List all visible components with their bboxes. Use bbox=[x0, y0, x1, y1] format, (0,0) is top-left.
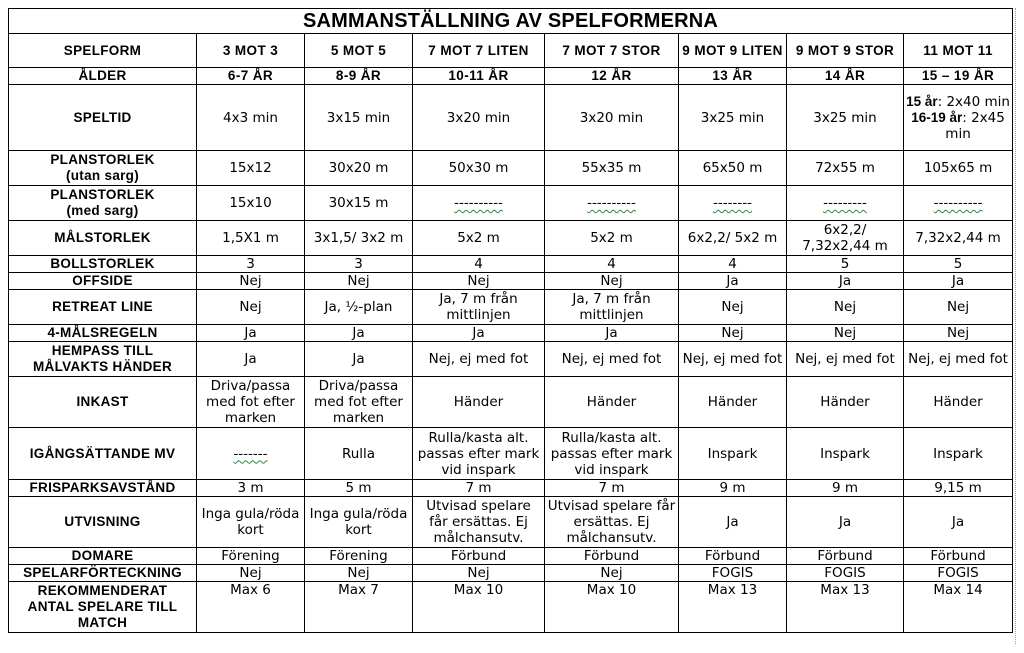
cell-alder-4: 12 ÅR bbox=[545, 68, 679, 85]
cell-hempass-2: Ja bbox=[305, 342, 413, 377]
cell-hempass-5: Nej, ej med fot bbox=[679, 342, 787, 377]
cell-boll-2: 3 bbox=[305, 256, 413, 273]
row-4malsregeln bbox=[9, 325, 1013, 342]
cell-boll-4: 4 bbox=[545, 256, 679, 273]
row-domare bbox=[9, 548, 1013, 565]
cell-retreat-5: Nej bbox=[679, 290, 787, 325]
label-retreat: RETREAT LINE bbox=[9, 290, 197, 325]
speltid-16-19-label: 16-19 år bbox=[911, 109, 963, 125]
row-bollstorlek bbox=[9, 256, 1013, 273]
label-igang: IGÅNGSÄTTANDE MV bbox=[9, 428, 197, 480]
cell-plan-utan-2: 30x20 m bbox=[305, 151, 413, 186]
cell-inkast-6: Händer bbox=[787, 377, 904, 428]
cell-4mal-6: Nej bbox=[787, 325, 904, 342]
cell-malstorlek-7: 7,32x2,44 m bbox=[904, 221, 1013, 256]
row-retreat bbox=[9, 290, 1013, 325]
cell-rek-5: Max 13 bbox=[679, 582, 787, 633]
row-spelarforteckning bbox=[9, 565, 1013, 582]
cell-retreat-1: Nej bbox=[197, 290, 305, 325]
col-head-9v9-liten: 9 MOT 9 LITEN bbox=[679, 34, 787, 68]
cell-frispark-4: 7 m bbox=[545, 480, 679, 497]
cell-rek-1: Max 6 bbox=[197, 582, 305, 633]
row-plan-utan bbox=[9, 151, 1013, 186]
label-plan-utan-1: PLANSTORLEK bbox=[50, 152, 155, 167]
cell-4mal-7: Nej bbox=[904, 325, 1013, 342]
col-head-9v9-stor: 9 MOT 9 STOR bbox=[787, 34, 904, 68]
cell-hempass-1: Ja bbox=[197, 342, 305, 377]
cell-alder-7: 15 – 19 ÅR bbox=[904, 68, 1013, 85]
label-speltid: SPELTID bbox=[9, 85, 197, 151]
label-rek-1: REKOMMENDERAT bbox=[37, 583, 168, 598]
row-inkast bbox=[9, 377, 1013, 428]
cell-alder-5: 13 ÅR bbox=[679, 68, 787, 85]
cell-plan-med-3 bbox=[413, 186, 545, 221]
cell-igang-1 bbox=[197, 428, 305, 480]
label-4malsregeln: 4-MÅLSREGELN bbox=[9, 325, 197, 342]
label-inkast: INKAST bbox=[9, 377, 197, 428]
cell-plan-utan-1: 15x12 bbox=[197, 151, 305, 186]
cell-retreat-3: Ja, 7 m från mittlinjen bbox=[413, 290, 545, 325]
cell-offside-3: Nej bbox=[413, 273, 545, 290]
cell-igang-4: Rulla/kasta alt. passas efter mark vid inspark bbox=[545, 428, 679, 480]
label-alder: ÅLDER bbox=[9, 68, 197, 85]
cell-plan-med-6 bbox=[787, 186, 904, 221]
row-hempass bbox=[9, 342, 1013, 377]
row-spelform bbox=[9, 34, 1013, 68]
cell-utvisning-4: Utvisad spelare får ersättas. Ej målchansutv. bbox=[545, 497, 679, 548]
row-igang bbox=[9, 428, 1013, 480]
cell-speltid-5: 3x25 min bbox=[679, 85, 787, 151]
cell-speltid-7 bbox=[904, 85, 1013, 151]
plan-med-dash-6: --------- bbox=[823, 195, 867, 211]
cell-retreat-7: Nej bbox=[904, 290, 1013, 325]
plan-med-dash-4: ---------- bbox=[587, 195, 636, 211]
cell-plan-utan-7: 105x65 m bbox=[904, 151, 1013, 186]
label-bollstorlek: BOLLSTORLEK bbox=[9, 256, 197, 273]
cell-plan-utan-3: 50x30 m bbox=[413, 151, 545, 186]
row-rekommenderat bbox=[9, 582, 1013, 633]
cell-inkast-1: Driva/passa med fot efter marken bbox=[197, 377, 305, 428]
cell-4mal-2: Ja bbox=[305, 325, 413, 342]
cell-rek-7: Max 14 bbox=[904, 582, 1013, 633]
speltid-15-label: 15 år bbox=[906, 93, 938, 109]
cell-malstorlek-5: 6x2,2/ 5x2 m bbox=[679, 221, 787, 256]
cell-igang-2: Rulla bbox=[305, 428, 413, 480]
cell-hempass-4: Nej, ej med fot bbox=[545, 342, 679, 377]
cell-malstorlek-3: 5x2 m bbox=[413, 221, 545, 256]
row-utvisning bbox=[9, 497, 1013, 548]
label-malstorlek: MÅLSTORLEK bbox=[9, 221, 197, 256]
cell-retreat-6: Nej bbox=[787, 290, 904, 325]
cell-plan-utan-4: 55x35 m bbox=[545, 151, 679, 186]
cell-boll-6: 5 bbox=[787, 256, 904, 273]
cell-frispark-6: 9 m bbox=[787, 480, 904, 497]
cell-4mal-4: Ja bbox=[545, 325, 679, 342]
cell-frispark-7: 9,15 m bbox=[904, 480, 1013, 497]
cell-boll-7: 5 bbox=[904, 256, 1013, 273]
row-malstorlek bbox=[9, 221, 1013, 256]
cell-spelarf-4: Nej bbox=[545, 565, 679, 582]
label-rek-3: MATCH bbox=[77, 615, 128, 630]
cell-utvisning-2: Inga gula/röda kort bbox=[305, 497, 413, 548]
row-frispark bbox=[9, 480, 1013, 497]
cell-igang-3: Rulla/kasta alt. passas efter mark vid inspark bbox=[413, 428, 545, 480]
row-speltid bbox=[9, 85, 1013, 151]
cell-utvisning-7: Ja bbox=[904, 497, 1013, 548]
cell-speltid-2: 3x15 min bbox=[305, 85, 413, 151]
label-domare: DOMARE bbox=[9, 548, 197, 565]
cell-spelarf-7: FOGIS bbox=[904, 565, 1013, 582]
col-head-3v3: 3 MOT 3 bbox=[197, 34, 305, 68]
label-hempass-2: MÅLVAKTS HÄNDER bbox=[33, 359, 172, 374]
plan-med-dash-7: ---------- bbox=[933, 195, 983, 211]
cell-plan-med-7 bbox=[904, 186, 1013, 221]
cell-spelarf-2: Nej bbox=[305, 565, 413, 582]
cell-malstorlek-6: 6x2,2/ 7,32x2,44 m bbox=[787, 221, 904, 256]
cell-alder-3: 10-11 ÅR bbox=[413, 68, 545, 85]
cell-frispark-1: 3 m bbox=[197, 480, 305, 497]
cell-utvisning-1: Inga gula/röda kort bbox=[197, 497, 305, 548]
cell-offside-6: Ja bbox=[787, 273, 904, 290]
cell-inkast-5: Händer bbox=[679, 377, 787, 428]
label-frispark: FRISPARKSAVSTÅND bbox=[9, 480, 197, 497]
plan-med-dash-5: -------- bbox=[713, 195, 752, 211]
cell-offside-5: Ja bbox=[679, 273, 787, 290]
cell-utvisning-5: Ja bbox=[679, 497, 787, 548]
row-alder bbox=[9, 68, 1013, 85]
cell-offside-7: Ja bbox=[904, 273, 1013, 290]
title-row bbox=[9, 9, 1013, 34]
cell-domare-5: Förbund bbox=[679, 548, 787, 565]
cell-domare-6: Förbund bbox=[787, 548, 904, 565]
col-head-11v11: 11 MOT 11 bbox=[904, 34, 1013, 68]
cell-boll-3: 4 bbox=[413, 256, 545, 273]
cell-utvisning-3: Utvisad spelare får ersättas. Ej målchansutv. bbox=[413, 497, 545, 548]
cell-plan-utan-6: 72x55 m bbox=[787, 151, 904, 186]
cell-speltid-1: 4x3 min bbox=[197, 85, 305, 151]
cell-rek-4: Max 10 bbox=[545, 582, 679, 633]
col-head-7v7-liten: 7 MOT 7 LITEN bbox=[413, 34, 545, 68]
cell-boll-5: 4 bbox=[679, 256, 787, 273]
cell-domare-2: Förening bbox=[305, 548, 413, 565]
page-edge-guide bbox=[1015, 8, 1019, 644]
label-plan-utan-2: (utan sarg) bbox=[65, 168, 140, 183]
cell-4mal-1: Ja bbox=[197, 325, 305, 342]
plan-med-dash-3: ---------- bbox=[454, 195, 503, 211]
label-hempass-1: HEMPASS TILL bbox=[51, 343, 154, 358]
cell-offside-1: Nej bbox=[197, 273, 305, 290]
cell-speltid-3: 3x20 min bbox=[413, 85, 545, 151]
cell-domare-4: Förbund bbox=[545, 548, 679, 565]
label-plan-med-1: PLANSTORLEK bbox=[50, 187, 155, 202]
cell-offside-2: Nej bbox=[305, 273, 413, 290]
cell-plan-med-2: 30x15 m bbox=[305, 186, 413, 221]
cell-speltid-4: 3x20 min bbox=[545, 85, 679, 151]
cell-rek-2: Max 7 bbox=[305, 582, 413, 633]
cell-igang-7: Inspark bbox=[904, 428, 1013, 480]
label-plan-med-2: (med sarg) bbox=[66, 203, 139, 218]
cell-frispark-3: 7 m bbox=[413, 480, 545, 497]
cell-plan-med-4 bbox=[545, 186, 679, 221]
cell-alder-2: 8-9 ÅR bbox=[305, 68, 413, 85]
label-plan-utan bbox=[9, 151, 197, 186]
cell-spelarf-6: FOGIS bbox=[787, 565, 904, 582]
cell-frispark-2: 5 m bbox=[305, 480, 413, 497]
cell-retreat-2: Ja, ½-plan bbox=[305, 290, 413, 325]
speltid-16-19-value: : 2x45 min bbox=[945, 109, 1005, 142]
cell-hempass-7: Nej, ej med fot bbox=[904, 342, 1013, 377]
cell-inkast-4: Händer bbox=[545, 377, 679, 428]
game-format-table bbox=[8, 8, 1013, 633]
label-rekommenderat bbox=[9, 582, 197, 633]
row-offside bbox=[9, 273, 1013, 290]
label-rek-2: ANTAL SPELARE TILL bbox=[27, 599, 178, 614]
label-spelform: SPELFORM bbox=[9, 34, 197, 68]
cell-4mal-5: Nej bbox=[679, 325, 787, 342]
speltid-15-value: : 2x40 min bbox=[937, 93, 1010, 110]
cell-inkast-3: Händer bbox=[413, 377, 545, 428]
cell-4mal-3: Ja bbox=[413, 325, 545, 342]
col-head-7v7-stor: 7 MOT 7 STOR bbox=[545, 34, 679, 68]
label-plan-med bbox=[9, 186, 197, 221]
cell-domare-3: Förbund bbox=[413, 548, 545, 565]
cell-frispark-5: 9 m bbox=[679, 480, 787, 497]
cell-rek-6: Max 13 bbox=[787, 582, 904, 633]
label-hempass bbox=[9, 342, 197, 377]
cell-plan-utan-5: 65x50 m bbox=[679, 151, 787, 186]
igang-dash-1: ------- bbox=[233, 445, 268, 462]
cell-offside-4: Nej bbox=[545, 273, 679, 290]
cell-spelarf-1: Nej bbox=[197, 565, 305, 582]
summary-sheet bbox=[8, 8, 1012, 633]
label-offside: OFFSIDE bbox=[9, 273, 197, 290]
cell-igang-6: Inspark bbox=[787, 428, 904, 480]
cell-malstorlek-4: 5x2 m bbox=[545, 221, 679, 256]
cell-hempass-6: Nej, ej med fot bbox=[787, 342, 904, 377]
cell-rek-3: Max 10 bbox=[413, 582, 545, 633]
cell-boll-1: 3 bbox=[197, 256, 305, 273]
cell-retreat-4: Ja, 7 m från mittlinjen bbox=[545, 290, 679, 325]
cell-malstorlek-2: 3x1,5/ 3x2 m bbox=[305, 221, 413, 256]
cell-igang-5: Inspark bbox=[679, 428, 787, 480]
table-title: SAMMANSTÄLLNING AV SPELFORMERNA bbox=[9, 9, 1013, 34]
cell-malstorlek-1: 1,5X1 m bbox=[197, 221, 305, 256]
cell-plan-med-1: 15x10 bbox=[197, 186, 305, 221]
cell-plan-med-5 bbox=[679, 186, 787, 221]
cell-alder-1: 6-7 ÅR bbox=[197, 68, 305, 85]
cell-utvisning-6: Ja bbox=[787, 497, 904, 548]
row-plan-med bbox=[9, 186, 1013, 221]
cell-spelarf-5: FOGIS bbox=[679, 565, 787, 582]
label-spelarforteckning: SPELARFÖRTECKNING bbox=[9, 565, 197, 582]
cell-spelarf-3: Nej bbox=[413, 565, 545, 582]
cell-alder-6: 14 ÅR bbox=[787, 68, 904, 85]
cell-inkast-2: Driva/passa med fot efter marken bbox=[305, 377, 413, 428]
cell-hempass-3: Nej, ej med fot bbox=[413, 342, 545, 377]
cell-domare-1: Förening bbox=[197, 548, 305, 565]
col-head-5v5: 5 MOT 5 bbox=[305, 34, 413, 68]
cell-speltid-6: 3x25 min bbox=[787, 85, 904, 151]
cell-inkast-7: Händer bbox=[904, 377, 1013, 428]
cell-domare-7: Förbund bbox=[904, 548, 1013, 565]
label-utvisning: UTVISNING bbox=[9, 497, 197, 548]
